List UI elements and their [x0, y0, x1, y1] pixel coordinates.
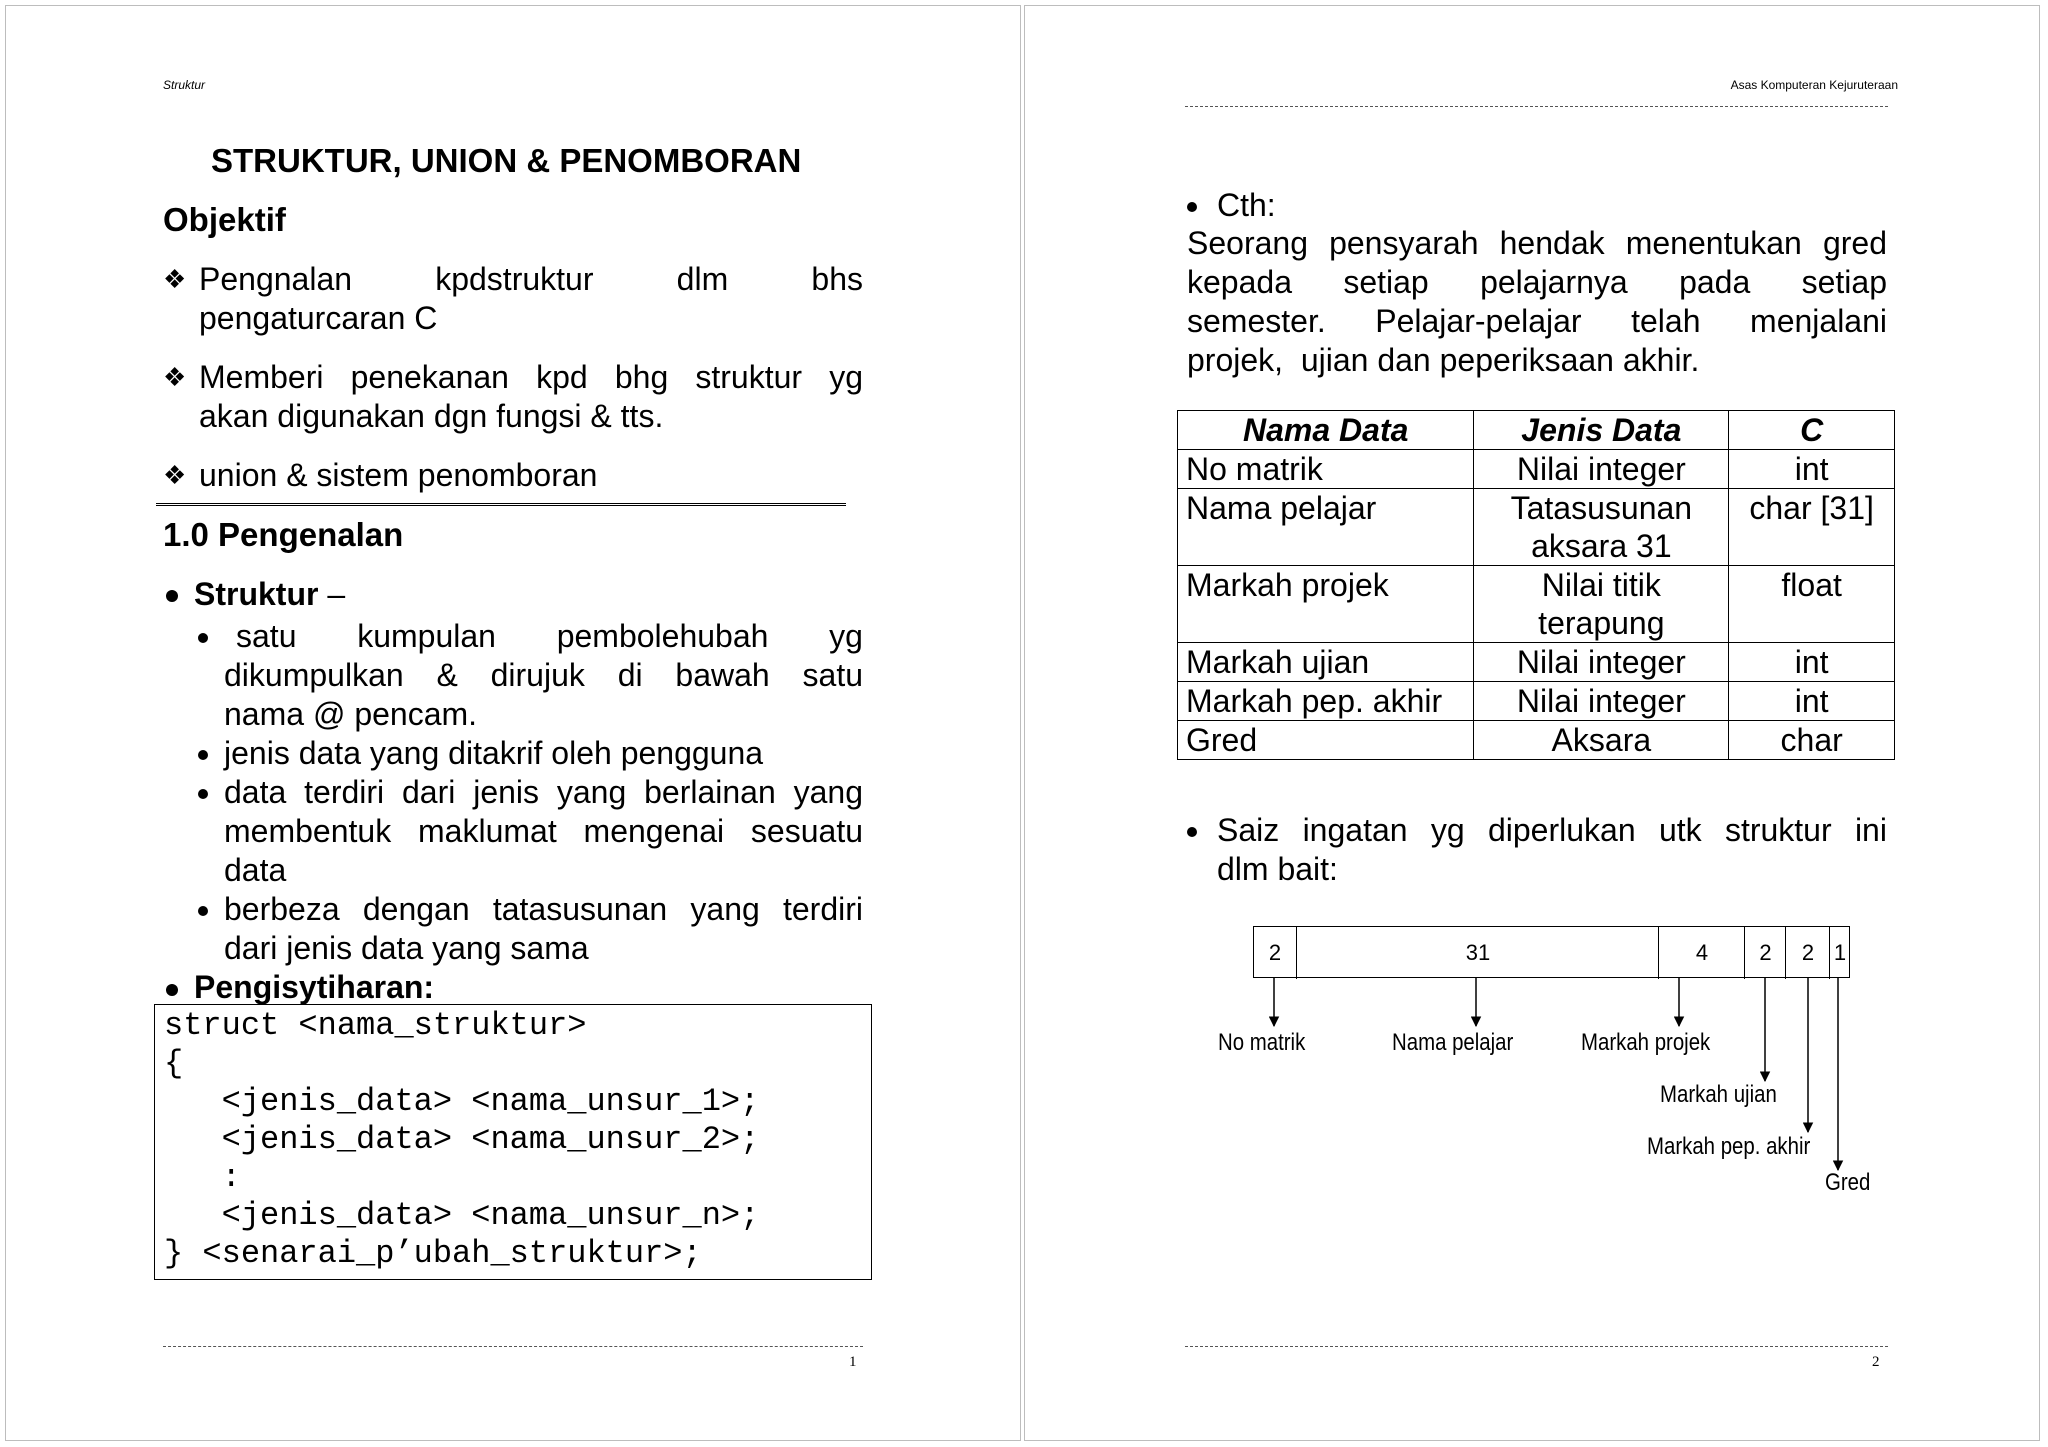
table-cell: No matrik — [1178, 450, 1474, 489]
diamond-bullet-icon: ❖ — [163, 264, 187, 294]
code-block — [154, 1004, 872, 1280]
running-header-right: Asas Komputeran Kejuruteraan — [1730, 78, 1898, 92]
code-line: <jenis_data> <nama_unsur_n>; — [164, 1197, 760, 1234]
word: dlm — [676, 261, 729, 297]
table-cell: Markah projek — [1178, 566, 1474, 643]
table-cell: Markah pep. akhir — [1178, 682, 1474, 721]
page-title: STRUKTUR, UNION & PENOMBORAN — [211, 142, 802, 179]
bullet-icon — [198, 750, 208, 760]
page-number: 1 — [849, 1354, 857, 1370]
word: yg — [1430, 812, 1465, 848]
table-cell: float — [1729, 566, 1895, 643]
page-number: 2 — [1872, 1354, 1880, 1370]
struktur-term-line — [194, 575, 345, 614]
code-line: struct <nama_struktur> — [164, 1007, 587, 1044]
memory-text-line: dlm bait: — [1217, 851, 1338, 887]
memory-cell: 2 — [1268, 940, 1282, 965]
running-header-left: Struktur — [163, 78, 206, 92]
memory-cell: 1 — [1829, 927, 1850, 979]
table-cell: Tatasusunan aksara 31 — [1474, 489, 1729, 566]
memory-label: Gred — [1825, 1169, 1871, 1196]
column-header: C — [1729, 411, 1895, 450]
bullet-icon — [166, 984, 178, 996]
objective-line: Memberi penekanan kpd bhg struktur yg — [199, 359, 863, 395]
struktur-point-line: data terdiri dari jenis yang berlainan yang — [224, 774, 863, 810]
memory-label: Markah projek — [1581, 1029, 1711, 1056]
word: kpdstruktur — [435, 261, 594, 297]
page-left — [5, 5, 1021, 1441]
word: ini — [1854, 812, 1887, 848]
table-cell: int — [1729, 643, 1895, 682]
table-cell: Aksara — [1474, 721, 1729, 760]
objective-line: akan digunakan dgn fungsi & tts. — [199, 398, 664, 434]
word: pembolehubah — [556, 618, 769, 654]
struktur-point-line: membentuk maklumat mengenai sesuatu — [224, 813, 863, 849]
table-cell: Nilai integer — [1474, 682, 1729, 721]
table-cell: int — [1729, 682, 1895, 721]
word: Saiz — [1217, 812, 1280, 848]
word: utk — [1658, 812, 1702, 848]
page-right — [1024, 5, 2040, 1441]
diamond-bullet-icon: ❖ — [163, 362, 187, 392]
example-line: projek, ujian dan peperiksaan akhir. — [1187, 342, 1700, 378]
table-cell: char — [1729, 721, 1895, 760]
struktur-term: Struktur — [194, 576, 319, 612]
footer-divider — [1185, 1346, 1888, 1347]
struktur-point-line — [236, 617, 863, 656]
objective-line: pengaturcaran C — [199, 300, 438, 336]
word: Pengnalan — [199, 261, 353, 297]
table-cell: char [31] — [1729, 489, 1895, 566]
term-dash: – — [318, 576, 346, 612]
code-line: <jenis_data> <nama_unsur_1>; — [164, 1083, 760, 1120]
bullet-icon — [166, 590, 178, 602]
objective-line: union & sistem penomboran — [199, 457, 598, 493]
bullet-icon — [198, 789, 208, 799]
objective-line — [199, 260, 863, 299]
section-heading: 1.0 Pengenalan — [163, 516, 404, 553]
example-line: kepada setiap pelajarnya pada setiap — [1187, 264, 1887, 300]
table-cell: int — [1729, 450, 1895, 489]
memory-cell: 4 — [1658, 927, 1745, 979]
example-label: Cth: — [1217, 187, 1276, 223]
memory-cell: 31 — [1296, 927, 1659, 979]
memory-label: Nama pelajar — [1392, 1029, 1514, 1056]
table-cell: Gred — [1178, 721, 1474, 760]
objective-heading: Objektif — [163, 201, 286, 238]
memory-arrows — [1025, 6, 2041, 1442]
word: yg — [829, 618, 863, 654]
footer-divider — [163, 1346, 863, 1347]
example-line: semester. Pelajar-pelajar telah menjalani — [1187, 303, 1887, 339]
table-cell: Nama pelajar — [1178, 489, 1474, 566]
declaration-heading: Pengisytiharan: — [194, 969, 435, 1005]
word: diperlukan — [1487, 812, 1636, 848]
bullet-icon — [198, 906, 208, 916]
table-cell: Markah ujian — [1178, 643, 1474, 682]
code-line: } <senarai_p’ubah_struktur>; — [164, 1235, 702, 1272]
bullet-icon — [198, 633, 208, 643]
memory-label: Markah pep. akhir — [1647, 1133, 1811, 1160]
column-header: Jenis Data — [1474, 411, 1729, 450]
struktur-point-line: data — [224, 852, 287, 888]
code-line: <jenis_data> <nama_unsur_2>; — [164, 1121, 760, 1158]
code-line: { — [164, 1045, 184, 1082]
memory-cell: 2 — [1785, 927, 1830, 979]
struktur-point-line: berbeza dengan tatasusunan yang terdiri — [224, 891, 863, 927]
struktur-point-line: dikumpulkan & dirujuk di bawah satu — [224, 657, 863, 693]
memory-label: Markah ujian — [1660, 1081, 1777, 1108]
struktur-point-line: nama @ pencam. — [224, 696, 478, 732]
table-cell: Nilai titik terapung — [1474, 566, 1729, 643]
word: struktur — [1724, 812, 1832, 848]
word: kumpulan — [357, 618, 496, 654]
struktur-point-line: dari jenis data yang sama — [224, 930, 589, 966]
table-cell: Nilai integer — [1474, 643, 1729, 682]
memory-label: No matrik — [1218, 1029, 1306, 1056]
diamond-bullet-icon: ❖ — [163, 460, 187, 490]
word: satu — [236, 618, 297, 654]
column-header: Nama Data — [1178, 411, 1474, 450]
example-line: Seorang pensyarah hendak menentukan gred — [1187, 225, 1887, 261]
memory-cell: 2 — [1744, 927, 1786, 979]
struktur-point-line: jenis data yang ditakrif oleh pengguna — [224, 735, 764, 771]
code-line: : — [164, 1159, 241, 1196]
table-cell: Nilai integer — [1474, 450, 1729, 489]
word: ingatan — [1302, 812, 1408, 848]
section-divider — [156, 503, 846, 509]
word: bhs — [811, 261, 863, 297]
